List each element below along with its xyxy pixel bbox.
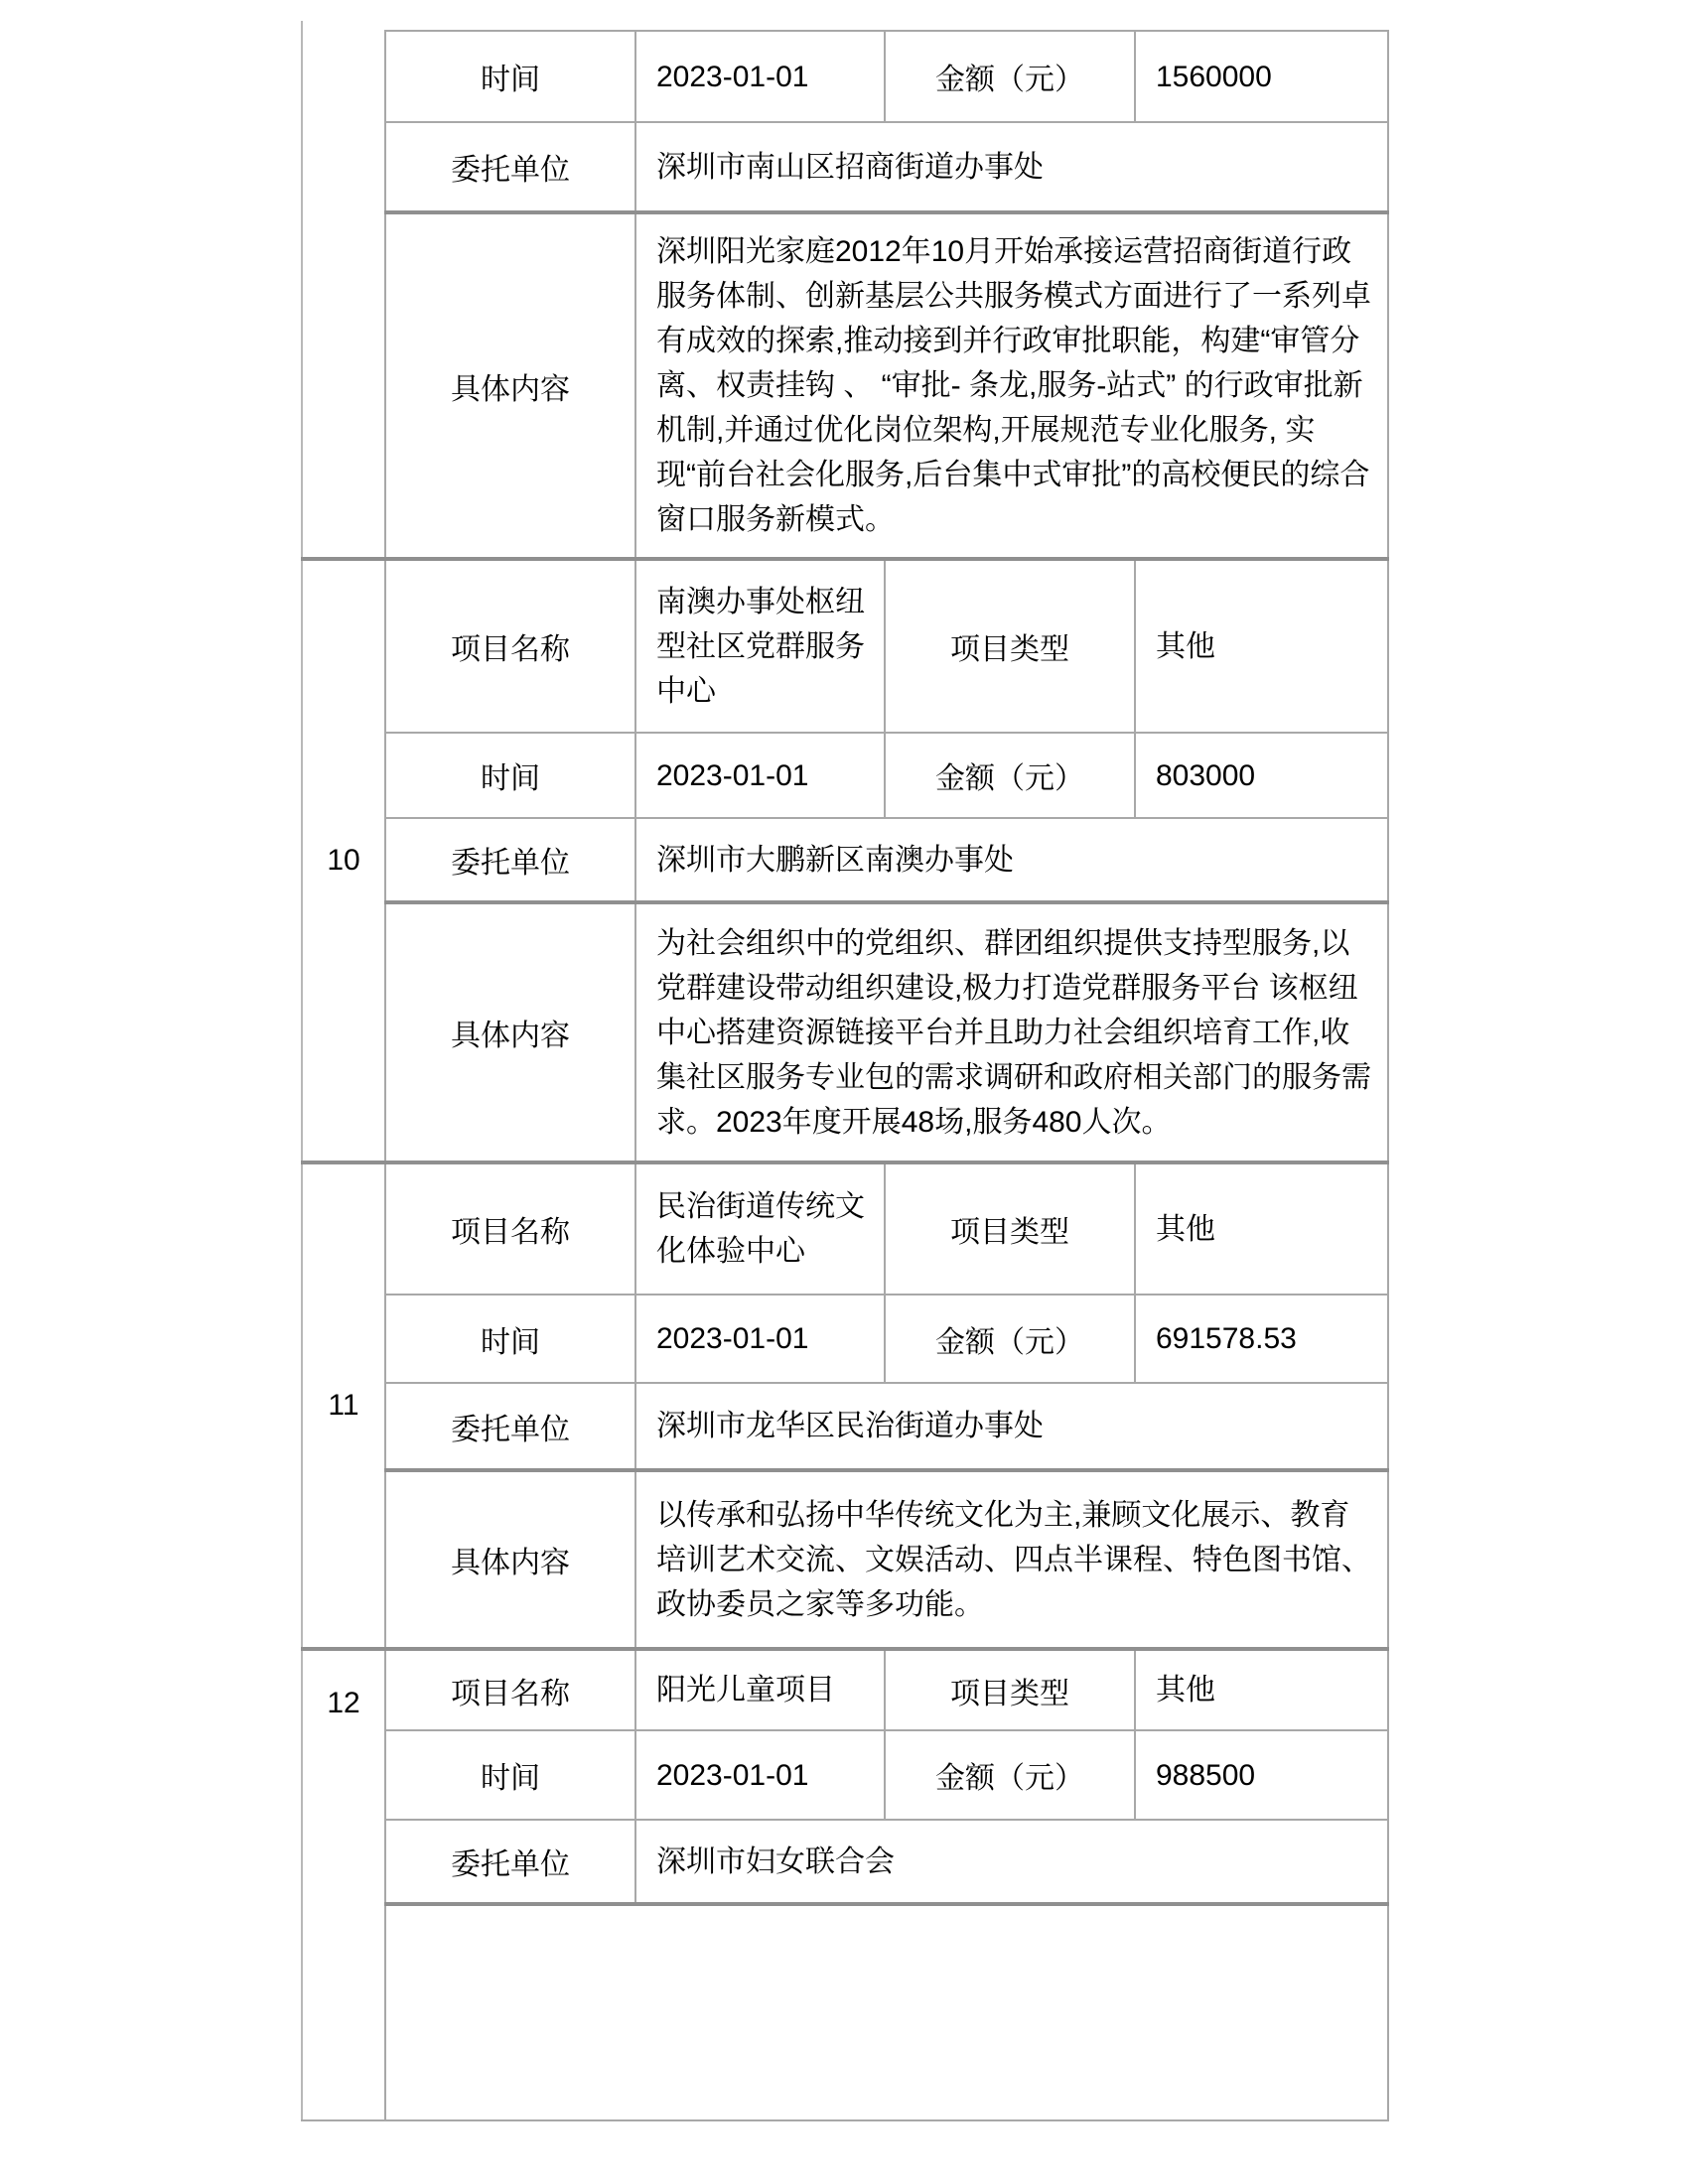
time-value: 2023-01-01 [635, 1730, 885, 1820]
time-label: 时间 [385, 733, 635, 818]
time-value: 2023-01-01 [635, 1295, 885, 1383]
project-name-value: 阳光儿童项目 [635, 1649, 885, 1730]
amount-label: 金额（元） [885, 1295, 1135, 1383]
project-name-value: 南澳办事处枢纽型社区党群服务中心 [635, 559, 885, 733]
table-row [302, 1162, 1388, 1295]
amount-value: 803000 [1135, 733, 1388, 818]
project-type-label: 项目类型 [885, 1649, 1135, 1730]
amount-value: 988500 [1135, 1730, 1388, 1820]
table-row [302, 1295, 1388, 1383]
time-label: 时间 [385, 1730, 635, 1820]
client-value: 深圳市龙华区民治街道办事处 [635, 1383, 1388, 1470]
content-label: 具体内容 [385, 1470, 635, 1649]
table-row [302, 1470, 1388, 1649]
client-label: 委托单位 [385, 1820, 635, 1904]
content-value: 深圳阳光家庭2012年10月开始承接运营招商街道行政服务体制、创新基层公共服务模式方面进行了一系列卓有成效的探索,推动接到并行政审批职能，构建“审管分离、权责挂钩 、 “审批- 条龙,服务-站式” 的行政审批新机制,并通过优化岗位架构,开展规范专业化服务, 实现“前台社会化服务,后台集中式审批”的高校便民的综合窗口服务新模式。 [635, 212, 1388, 559]
client-label: 委托单位 [385, 818, 635, 902]
table-row [302, 1649, 1388, 1730]
content-label: 具体内容 [385, 902, 635, 1162]
table-row [302, 818, 1388, 902]
section12-number-cell: 12 [302, 1649, 385, 2120]
client-value: 深圳市南山区招商街道办事处 [635, 122, 1388, 212]
project-type-value: 其他 [1135, 1649, 1388, 1730]
amount-label: 金额（元） [885, 1730, 1135, 1820]
client-label: 委托单位 [385, 122, 635, 212]
project-table [301, 30, 1389, 2121]
table-row [302, 1820, 1388, 1904]
project-name-label: 项目名称 [385, 1649, 635, 1730]
time-label: 时间 [385, 1295, 635, 1383]
section11-number-cell: 11 [302, 1162, 385, 1649]
client-value: 深圳市大鹏新区南澳办事处 [635, 818, 1388, 902]
project-type-value: 其他 [1135, 1162, 1388, 1295]
amount-value: 691578.53 [1135, 1295, 1388, 1383]
empty-content-cell [385, 1904, 1388, 2120]
project-type-value: 其他 [1135, 559, 1388, 733]
client-value: 深圳市妇女联合会 [635, 1820, 1388, 1904]
section9-number-cell [302, 31, 385, 559]
time-value: 2023-01-01 [635, 31, 885, 122]
project-type-label: 项目类型 [885, 1162, 1135, 1295]
table-row [302, 559, 1388, 733]
table-row [302, 31, 1388, 122]
table-row [302, 122, 1388, 212]
project-type-label: 项目类型 [885, 559, 1135, 733]
project-name-label: 项目名称 [385, 559, 635, 733]
table-row [302, 212, 1388, 559]
table-row [302, 733, 1388, 818]
amount-value: 1560000 [1135, 31, 1388, 122]
time-value: 2023-01-01 [635, 733, 885, 818]
table-row [302, 902, 1388, 1162]
section10-number-cell: 10 [302, 559, 385, 1162]
time-label: 时间 [385, 31, 635, 122]
project-name-label: 项目名称 [385, 1162, 635, 1295]
table-row [302, 1730, 1388, 1820]
table-row [302, 1383, 1388, 1470]
content-value: 为社会组织中的党组织、群团组织提供支持型服务,以党群建设带动组织建设,极力打造党群服务平台 该枢纽中心搭建资源链接平台并且助力社会组织培育工作,收集社区服务专业包的需求调研和政府相关部门的服务需求。2023年度开展48场,服务480人次。 [635, 902, 1388, 1162]
content-value: 以传承和弘扬中华传统文化为主,兼顾文化展示、教育培训艺术交流、文娱活动、四点半课程、特色图书馆、政协委员之家等多功能。 [635, 1470, 1388, 1649]
project-name-value: 民治街道传统文化体验中心 [635, 1162, 885, 1295]
client-label: 委托单位 [385, 1383, 635, 1470]
amount-label: 金额（元） [885, 733, 1135, 818]
amount-label: 金额（元） [885, 31, 1135, 122]
table-row [302, 1904, 1388, 2120]
content-label: 具体内容 [385, 212, 635, 559]
